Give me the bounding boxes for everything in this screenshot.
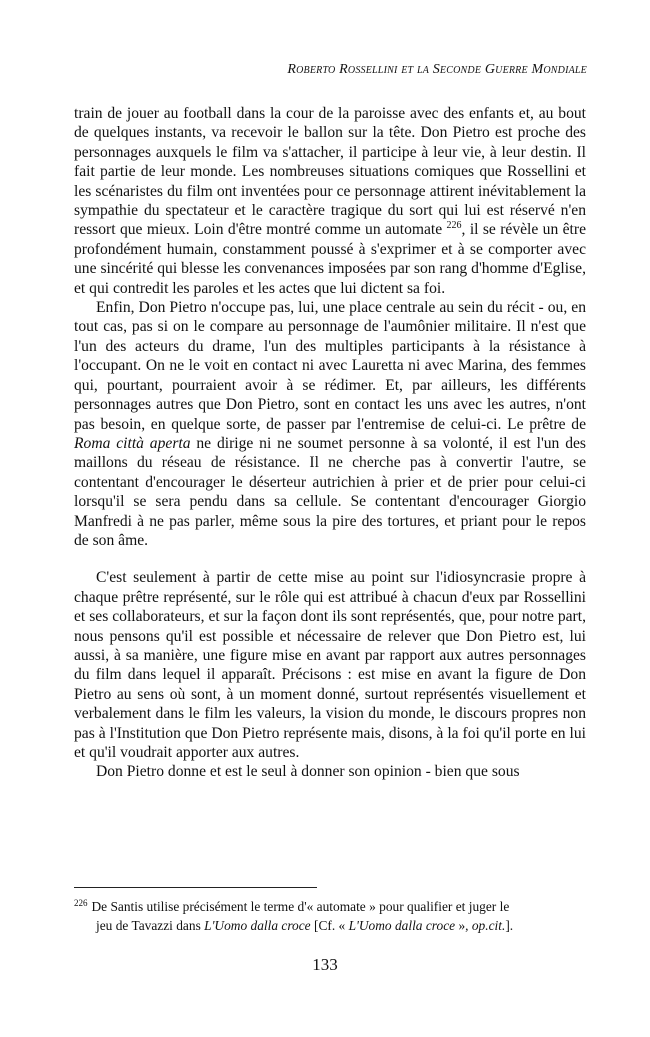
- paragraph-2: Enfin, Don Pietro n'occupe pas, lui, une place centrale au sein du récit - ou, en tout cas, pas si on le compare au personnage de l'aumônier militaire. Il n'est que l'un des acteurs du drame, l'un des multiples participants à la résistance à l'occupant. On ne le voit en contact ni avec Lauretta ni avec Marina, des femmes qui, pourtant, pourraient avoir à se rédimer. Et, par ailleurs, les différents personnages autres que Don Pietro, sont en contact les uns avec les autres, n'ont pas besoin, en quelque sorte, de passer par l'entremise de celui-ci. Le prêtre de Roma città aperta ne dirige ni ne soumet personne à sa volonté, il est l'un des maillons du réseau de résistance. Il ne cherche pas à convertir l'autre, se contentant d'encourager le déserteur autrichien à prier et de prier pour celui-ci lorsqu'il se sera pendu dans sa cellule. Se contentant d'encourager Giorgio Manfredi à ne pas parler, même sous la pire des tortures, et priant pour le repos de son âme.: [74, 299, 586, 549]
- paragraph-4: Don Pietro donne et est le seul à donner son opinion - bien que sous: [96, 763, 520, 781]
- footnote-line-2: jeu de Tavazzi dans L'Uomo dalla croce [Cf. « L'Uomo dalla croce », op.cit.].: [96, 918, 514, 933]
- footnote-226: $^{226}$ De Santis utilise précisément le terme d'« automate » pour qualifier et juger le jeu de Tavazzi dans L'Uomo dalla croce [Cf. « L'Uomo dalla croce », op.cit.].: [74, 897, 586, 935]
- footnote-number: 226: [74, 897, 88, 908]
- footnote-ref-226[interactable]: 226: [446, 220, 462, 232]
- running-header: Roberto Rossellini et la Seconde Guerre Mondiale: [287, 62, 587, 77]
- page-number: 133: [312, 955, 338, 974]
- main-text: [74, 104, 586, 782]
- footnote-divider: [74, 887, 317, 888]
- paragraph-1: train de jouer au football dans la cour de la paroisse avec des enfants et, au bout de quelques instants, va recevoir le ballon sur la tête. Don Pietro est proche des personnages auxquels le film va s'attacher, il participe à leur vie, à leur destin. Il fait partie de leur monde. Les nombreuses situations comiques que Rossellini et les scénaristes du film ont inventées pour ce personnage attirent inévitablement la sympathie du spectateur et le caractère tragique du sort qui lui est réservé n'en ressort que mieux. Loin d'être montré comme un automate $^{226}$, il se révèle un être profondément humain, constamment poussé à s'exprimer et à se comporter avec une sincérité qui blesse les convenances imposées par son rang d'homme d'Eglise, et qui contredit les paroles et les actes que lui dictent sa foi.: [74, 105, 587, 297]
- paragraph-3: C'est seulement à partir de cette mise au point sur l'idiosyncrasie propre à chaque prêtre représenté, sur le rôle qui est attribué à chacun d'eux par Rossellini et ses collaborateurs, et sur la façon dont ils sont représentés, que, pour notre part, nous pensons qu'il est possible et nécessaire de relever que Don Pietro est, lui aussi, à sa manière, une figure mise en avant par rapport aux autres personnages du film dans lequel il apparaît. Précisons : est mise en avant la figure de Don Pietro au sens où sont, à un moment donné, surtout représentés visuellement et verbalement dans le film les valeurs, la vision du monde, le discours propres non pas à l'Institution que Don Pietro représente mais, disons, à la foi qu'il porte en lui et qu'il voudrait apporter aux autres.: [74, 569, 586, 761]
- film-title: Roma città aperta: [74, 434, 191, 452]
